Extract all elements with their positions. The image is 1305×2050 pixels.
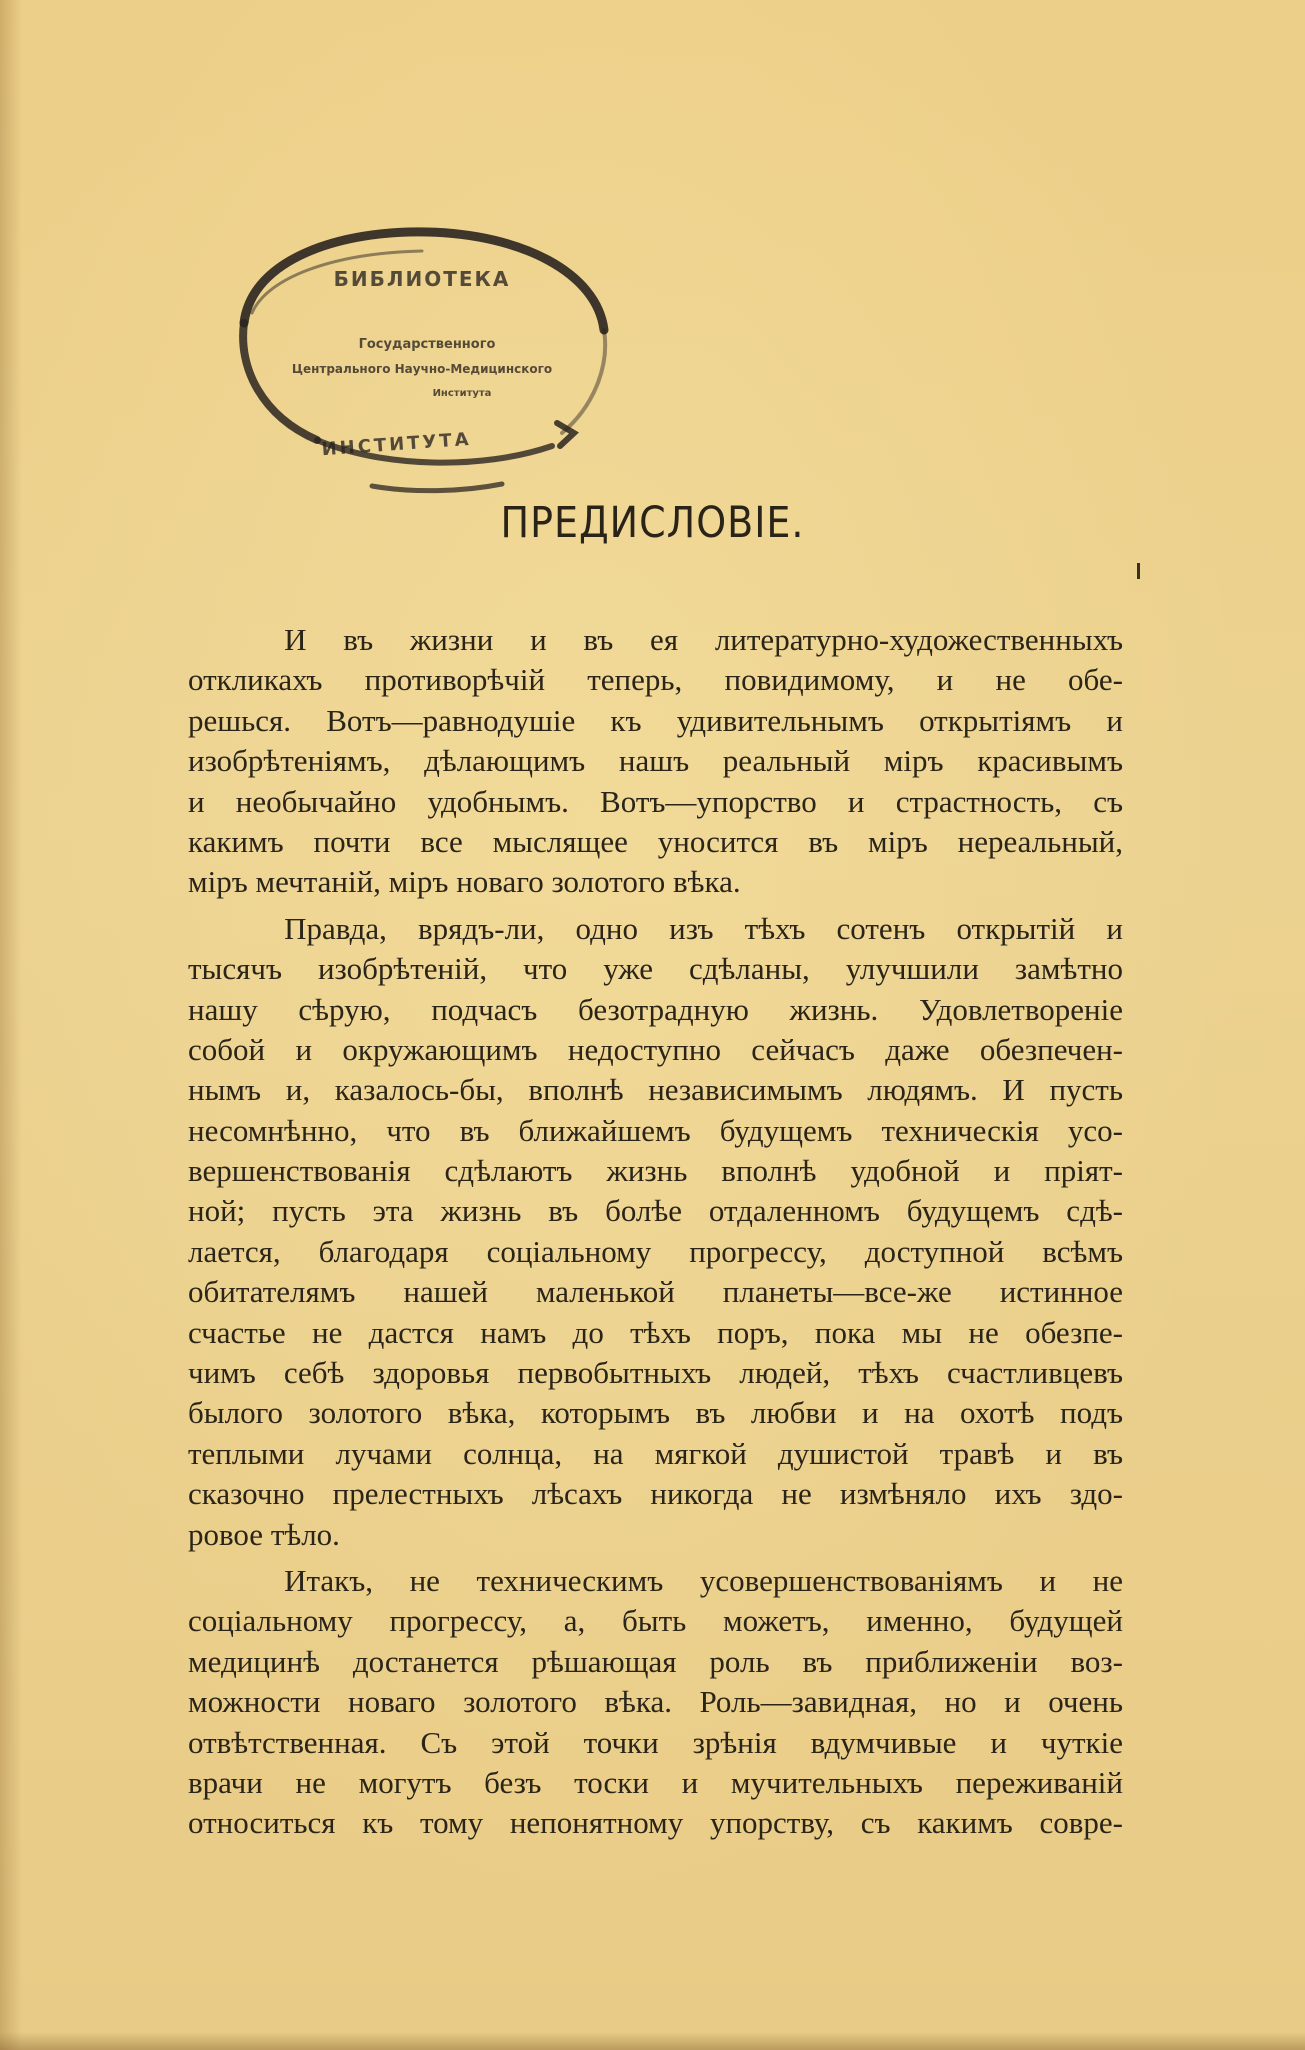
paragraph (188, 620, 1123, 903)
text-line: и необычайно удобнымъ. Вотъ—упорство и страстность, съ (188, 783, 1123, 819)
paragraph (188, 909, 1123, 1555)
paragraph (188, 1561, 1123, 1844)
margin-mark (1137, 563, 1140, 579)
page-edge-shadow (0, 0, 22, 2050)
text-line: врачи не могутъ безъ тоски и мучительныхъ переживаній (188, 1764, 1123, 1800)
stamp-line3: Института (432, 388, 492, 399)
text-line: относиться къ тому непонятному упорству, съ какимъ совре- (188, 1805, 1123, 1841)
document-body (188, 620, 1123, 1850)
text-line: какимъ почти все мыслящее уносится въ міръ нереальный, (188, 823, 1123, 859)
text-line: медицинѣ достанется рѣшающая роль въ приближеніи воз- (188, 1643, 1123, 1679)
text-line: изобрѣтеніямъ, дѣлающимъ нашъ реальный міръ красивымъ (188, 743, 1123, 779)
text-line: решься. Вотъ—равнодушіе къ удивительнымъ открытіямъ и (188, 702, 1123, 738)
page-title: ПРЕДИСЛОВІЕ. (500, 498, 805, 548)
text-line: нашу сѣрую, подчасъ безотрадную жизнь. Удовлетвореніе (188, 991, 1123, 1027)
text-line: вершенствованія сдѣлаютъ жизнь вполнѣ удобной и пріят- (188, 1153, 1123, 1189)
text-line: соціальному прогрессу, а, быть можетъ, именно, будущей (188, 1603, 1123, 1639)
text-line: былого золотого вѣка, которымъ въ любви и на охотѣ подъ (188, 1395, 1123, 1431)
text-line: сказочно прелестныхъ лѣсахъ никогда не измѣняло ихъ здо- (188, 1476, 1123, 1512)
text-line: теплыми лучами солнца, на мягкой душистой травѣ и въ (188, 1435, 1123, 1471)
stamp-top-text: БИБЛИОТЕКА (333, 267, 511, 291)
text-line: тысячъ изобрѣтеній, что уже сдѣланы, улучшили замѣтно (188, 951, 1123, 987)
text-line: И въ жизни и въ ея литературно-художественныхъ (284, 622, 1123, 657)
text-line: чимъ себѣ здоровья первобытныхъ людей, тѣхъ счастливцевъ (188, 1355, 1123, 1391)
stamp-line2: Центрального Научно-Медицинского (291, 362, 553, 376)
text-line: обитателямъ нашей маленькой планеты—все-же истинное (188, 1274, 1123, 1310)
text-line: ной; пусть эта жизнь въ болѣе отдаленномъ будущемъ сдѣ- (188, 1193, 1123, 1229)
page-bottom-edge (0, 2032, 1305, 2050)
text-line: нымъ и, казалось-бы, вполнѣ независимымъ людямъ. И пусть (188, 1072, 1123, 1108)
text-line: лается, благодаря соціальному прогрессу, доступной всѣмъ (188, 1233, 1123, 1269)
text-line: Правда, врядъ-ли, одно изъ тѣхъ сотенъ открытій и (284, 910, 1123, 946)
text-line: несомнѣнно, что въ ближайшемъ будущемъ техническія усо- (188, 1112, 1123, 1148)
text-line: откликахъ противорѣчій теперь, повидимому, и не обе- (188, 662, 1123, 698)
stamp-bottom-text: ИНСТИТУТА (321, 428, 473, 461)
text-line: міръ мечтаній, міръ новаго золотого вѣка. (188, 864, 741, 900)
text-line: собой и окружающимъ недоступно сейчасъ даже обезпечен- (188, 1031, 1123, 1067)
stamp-line1: Государственного (358, 337, 496, 352)
text-line: отвѣтственная. Съ этой точки зрѣнія вдумчивые и чуткіе (188, 1724, 1123, 1760)
text-line: Итакъ, не техническимъ усовершенствованіямъ и не (284, 1562, 1123, 1598)
text-line: ровое тѣло. (188, 1516, 340, 1552)
text-line: можности новаго золотого вѣка. Роль—завидная, но и очень (188, 1684, 1123, 1720)
library-stamp (222, 218, 622, 498)
text-line: счастье не дастся намъ до тѣхъ поръ, пока мы не обезпе- (188, 1314, 1123, 1350)
